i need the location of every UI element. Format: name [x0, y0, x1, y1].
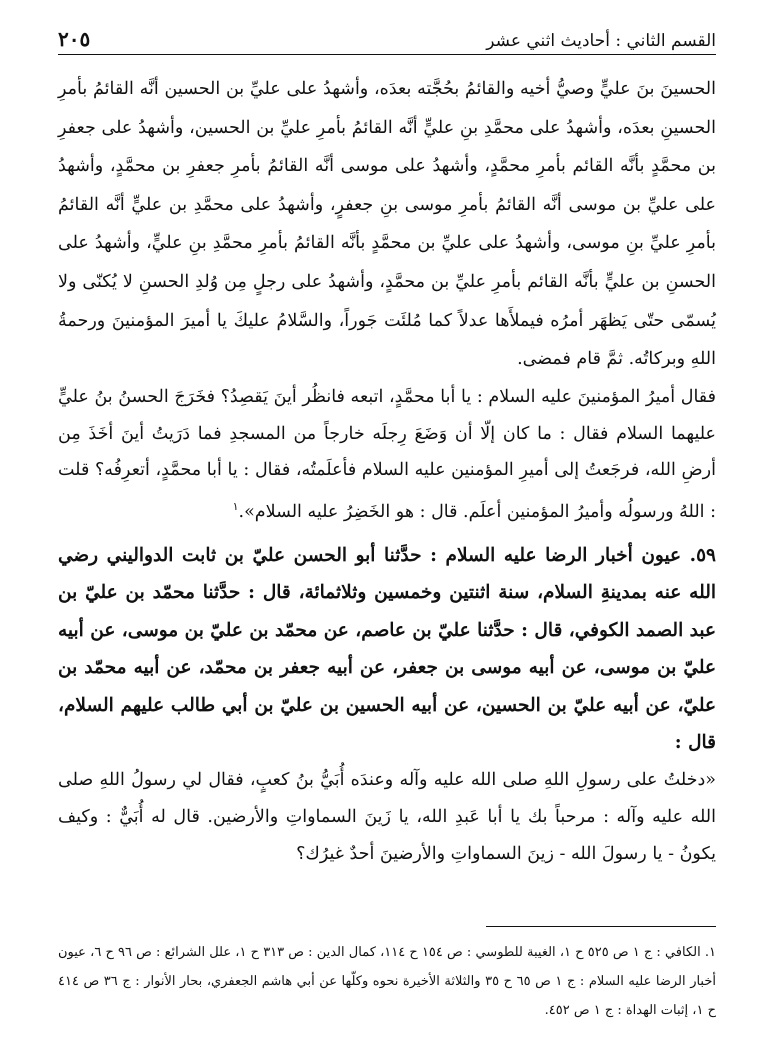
page-number: ٢٠٥	[58, 27, 91, 51]
hadith-59-chain: ٥٩. عيون أخبار الرضا عليه السلام : حدَّثنا أبو الحسن عليّ بن ثابت الدواليني رضي الله عنه بمدينةِ السلام، سنة اثنتين وخمسين وثلاثمائة، قال : حدَّثنا محمّد بن عليّ بن عبد الصمد الكوفي، قال : حدَّثنا عليّ بن عاصم، عن محمّد بن عليّ بن موسى، عن أبيه عليّ بن موسى، عن أبيه موسى بن جعفر، عن أبيه جعفر بن محمّد، عن أبيه محمّد بن عليّ، عن أبيه عليّ بن الحسين، عن أبيه الحسين بن عليّ بن أبي طالب عليهم السلام، قال :	[58, 544, 716, 754]
footnote-divider	[486, 926, 716, 927]
footnotes	[58, 938, 716, 1025]
paragraph-2-text: فقال أميرُ المؤمنينَ عليه السلام : يا أبا محمَّدٍ، اتبعه فانظُر أينَ يَقصِدُ؟ فخَرَجَ الحسنُ بنُ عليٍّ عليهما السلام فقال : ما كان إلّا أن وَضَعَ رِجلَه خارجاً من المسجدِ فما دَرَيتُ أينَ أخَذَ مِن أرضِ الله، فرجَعتُ إلى أميرِ المؤمنين عليه السلام فأعلَمتُه، فقال : يا أبا محمَّدٍ، أتعرِفُه؟ قلت : اللهُ ورسولُه وأميرُ المؤمنين أعلَم. قال : هو الخَضِرُ عليه السلام».	[58, 386, 716, 522]
main-text	[58, 70, 716, 873]
paragraph-1: الحسينَ بنَ عليٍّ وصيُّ أخيه والقائمُ بحُجَّته بعدَه، وأشهدُ على عليِّ بن الحسين أنَّه القائمُ بأمرِ الحسينِ بعدَه، وأشهدُ على محمَّدِ بنِ عليٍّ أنَّه القائمُ بأمرِ عليِّ بن الحسين، وأشهدُ على جعفرِ بن محمَّدٍ بأنَّه القائم بأمرِ محمَّدٍ، وأشهدُ على موسى أنَّه القائمُ بأمرِ جعفرِ بن محمَّدٍ، وأشهدُ على عليِّ بن موسى أنَّه القائمُ بأمرِ موسى بنِ جعفرٍ، وأشهدُ على محمَّدِ بن عليٍّ أنَّه القائمُ بأمرِ عليِّ بنِ موسى، وأشهدُ على عليِّ بن محمَّدٍ بأنَّه القائمُ بأمرِ محمَّدِ بنِ عليٍّ، وأشهدُ على الحسنِ بن عليٍّ بأنَّه القائم بأمرِ عليِّ بن محمَّدٍ، وأشهدُ على رجلٍ مِن وُلدِ الحسنِ لا يُكنّى ولا يُسمّى حتّى يَظهَر أمرُه فيملأَها عدلاً كما مُلئَت جَوراً، والسَّلامُ عليكَ يا أميرَ المؤمنينَ ورحمةُ اللهِ وبركاتُه. ثمَّ قام فمضى.	[58, 79, 716, 370]
hadith-59-text: «دخلتُ على رسولِ اللهِ صلى الله عليه وآله وعندَه أُبَيُّ بنُ كعبٍ، فقال لي رسولُ اللهِ صلى الله عليه وآله : مرحباً بك يا أبا عَبدِ الله، يا زَينَ السماواتِ والأرضين. قال له أُبَيٌّ : وكيف يكونُ - يا رسولَ الله - زينَ السماواتِ والأرضينَ أحدٌ غيرُك؟	[58, 769, 716, 865]
section-title: القسم الثاني : أحاديث اثني عشر	[486, 31, 716, 51]
footnote-1: ١. الكافي : ج ١ ص ٥٢٥ ح ١، الغيبة للطوسي : ص ١٥٤ ح ١١٤، كمال الدين : ص ٣١٣ ح ١، علل الشرائع : ص ٩٦ ح ٦، عيون أخبار الرضا عليه السلام : ج ١ ص ٦٥ ح ٣٥ والثلاثة الأخيرة نحوه وكلّها عن أبي هاشم الجعفري، بحار الأنوار : ج ٣٦ ص ٤١٤ ح ١، إثبات الهداة : ج ١ ص ٤٥٢.	[58, 945, 717, 1018]
paragraph-2	[58, 379, 716, 531]
running-header	[58, 18, 716, 55]
footnote-marker: ١	[232, 500, 239, 514]
